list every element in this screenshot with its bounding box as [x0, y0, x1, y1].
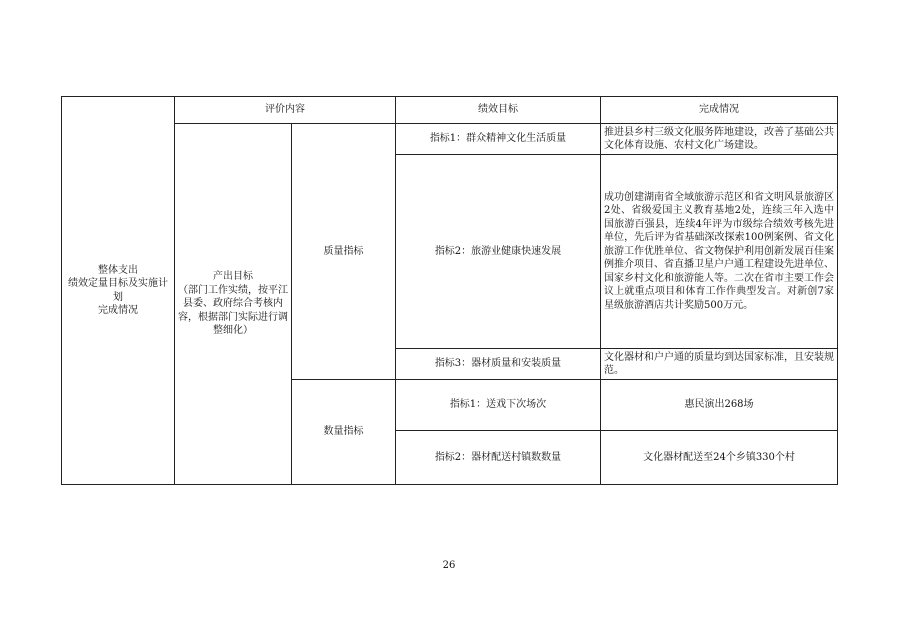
- header-eval-content: 评价内容: [175, 97, 396, 124]
- table-row: [62, 124, 838, 155]
- quantity-indicator-label: 数量指标: [292, 380, 396, 485]
- page-number: 26: [442, 560, 456, 571]
- quantity-indicator-1: 指标1：送戏下次场次: [396, 380, 601, 431]
- quantity-status-1: 惠民演出268场: [601, 380, 838, 431]
- output-goal-cell: 产出目标 （部门工作实绩，按平江县委、政府综合考核内容，根据部门实际进行调整细化）: [175, 124, 292, 485]
- quality-indicator-2: 指标2：旅游业健康快速发展: [396, 155, 601, 349]
- quality-indicator-3: 指标3：器材质量和安装质量: [396, 349, 601, 380]
- quality-status-1: 推进县乡村三级文化服务阵地建设，改善了基础公共文化体育设施、农村文化广场建设。: [601, 124, 838, 155]
- quality-status-3: 文化器材和户户通的质量均到达国家标准，且安装规范。: [601, 349, 838, 380]
- quality-indicator-1: 指标1：群众精神文化生活质量: [396, 124, 601, 155]
- quantity-status-2: 文化器材配送至24个乡镇330个村: [601, 431, 838, 485]
- quality-indicator-label: 质量指标: [292, 124, 396, 380]
- header-goals: 绩效目标: [396, 97, 601, 124]
- quantity-indicator-2: 指标2：器材配送村镇数数量: [396, 431, 601, 485]
- performance-table: [61, 96, 838, 485]
- header-status: 完成情况: [601, 97, 838, 124]
- table-header-row: [62, 97, 838, 124]
- left-section-label: 整体支出 绩效定量目标及实施计划 完成情况: [62, 97, 175, 485]
- quality-status-2: 成功创建湖南省全域旅游示范区和省文明风景旅游区2处、省级爱国主义教育基地2处，连续三年入选中国旅游百强县，连续4年评为市级综合绩效考核先进单位，先后评为省基础深改探索100例案例、省文化旅游工作优胜单位、省文物保护利用创新发展百佳案例推介项目、省直播卫星户户通工程建设先进单位、国家乡村文化和旅游能人等。二次在省市主要工作会议上就重点项目和体育工作作典型发言。对新创7家星级旅游酒店共计奖励500万元。: [601, 155, 838, 349]
